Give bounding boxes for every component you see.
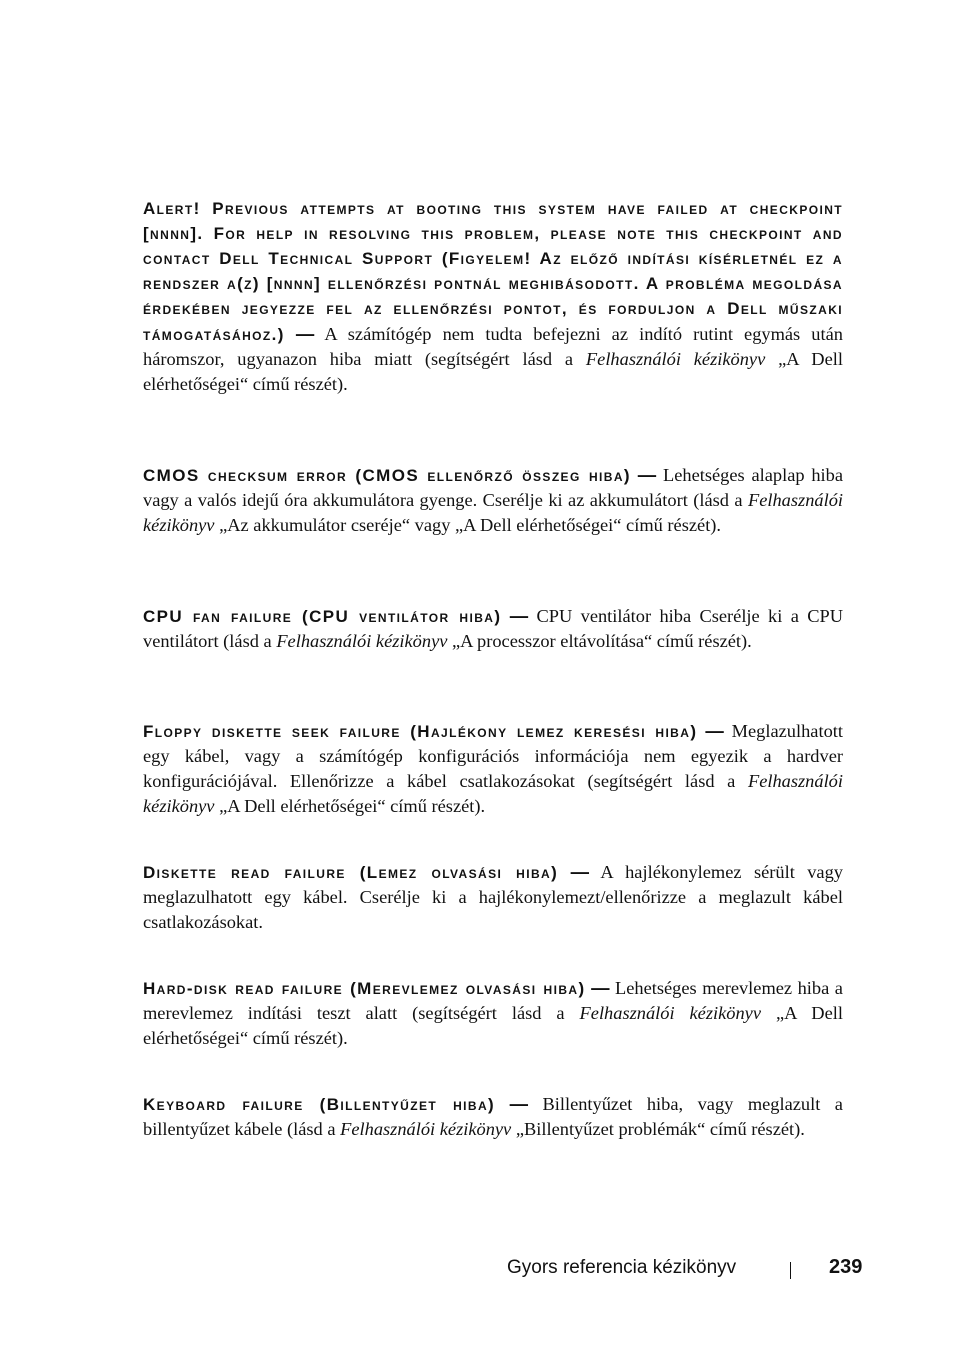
entry-cmos-checksum	[143, 462, 843, 538]
entry-diskette-read	[143, 859, 843, 935]
entry-heading: Floppy diskette seek failure (Hajlékony lemez keresési hiba)	[143, 722, 698, 741]
entry-cpu-fan	[143, 603, 843, 654]
footer-separator	[790, 1262, 791, 1279]
manual-reference: Felhasználói kézikönyv	[276, 631, 448, 651]
manual-reference: Felhasználói kézikönyv	[143, 490, 843, 535]
em-dash: —	[570, 861, 589, 882]
em-dash: —	[509, 1093, 528, 1114]
entry-keyboard-failure	[143, 1091, 843, 1142]
entry-text: A számítógép nem tudta befejezni az indító rutint egymás után háromszor, ugyanazon hiba miatt (segítségért lásd a	[143, 324, 843, 369]
entry-alert-checkpoint	[143, 196, 843, 397]
entry-text: CPU ventilátor hiba Cserélje ki a CPU ventilátort (lásd a	[143, 606, 843, 651]
entry-text-end: „A Dell elérhetőségei“ című részét).	[143, 349, 843, 394]
entry-text: Lehetséges alaplap hiba vagy a valós idejű óra akkumulátora gyenge. Cserélje ki az akkumulátort (lásd a	[143, 465, 844, 510]
manual-reference: Felhasználói kézikönyv	[579, 1003, 761, 1023]
entry-text-end: „A Dell elérhetőségei“ című részét).	[143, 1003, 843, 1048]
entry-text: Billentyűzet hiba, vagy meglazult a billentyűzet kábele (lásd a	[143, 1094, 843, 1139]
entry-heading: Keyboard failure (Billentyűzet hiba)	[143, 1095, 496, 1114]
em-dash: —	[509, 605, 529, 626]
entry-text-end: „Az akkumulátor cseréje“ vagy „A Dell elérhetőségei“ című részét).	[219, 515, 722, 535]
entry-text: Meglazulhatott egy kábel, vagy a számítógép konfigurációs információja nem egyezik a hardver konfigurációjával. Ellenőrizze a kábel csatlakozásokat (segítségért lásd a	[143, 721, 843, 791]
footer-title: Gyors referencia kézikönyv	[507, 1257, 737, 1278]
entry-text: Lehetséges merevlemez hiba a merevlemez indítási teszt alatt (segítségért lásd a	[143, 978, 843, 1023]
entry-floppy-seek	[143, 718, 843, 819]
entry-text-end: „A Dell elérhetőségei“ című részét).	[219, 796, 486, 816]
entry-heading: Hard-disk read failure (Merevlemez olvasási hiba)	[143, 979, 586, 998]
em-dash: —	[637, 464, 657, 485]
em-dash: —	[295, 323, 315, 344]
entry-text-end: „A processzor eltávolítása“ című részét).	[452, 631, 752, 651]
entry-heading: Alert! Previous attempts at booting this system have failed at checkpoint [nnnn]. For help in resolving this problem, please note this checkpoint and contact Dell Technical Support (Figyelem! Az előző indítási kísérletnél ez a rendszer a(z) [nnnn] ellenőrzési pontnál meghibásodott. A probléma megoldása érdekében jegyezze fel az ellenőrzési pontot, és forduljon a Dell műszaki támogatásához.)	[143, 199, 843, 344]
manual-reference: Felhasználói kézikönyv	[143, 771, 843, 816]
entry-heading: CMOS checksum error (CMOS ellenőrző összeg hiba)	[143, 466, 631, 485]
em-dash: —	[591, 977, 610, 998]
entry-hard-disk-read	[143, 975, 843, 1051]
manual-reference: Felhasználói kézikönyv	[340, 1119, 512, 1139]
manual-reference: Felhasználói kézikönyv	[585, 349, 766, 369]
page-number: 239	[829, 1256, 863, 1278]
entry-text: A hajlékonylemez sérült vagy meglazulhatott egy kábel. Cserélje ki a hajlékonylemezt/ellenőrizze a meglazult kábel csatlakozásokat.	[143, 862, 843, 932]
entry-heading: CPU fan failure (CPU ventilátor hiba)	[143, 607, 502, 626]
entry-heading: Diskette read failure (Lemez olvasási hiba)	[143, 863, 559, 882]
entry-text-end: „Billentyűzet problémák“ című részét).	[515, 1119, 805, 1139]
em-dash: —	[705, 720, 724, 741]
